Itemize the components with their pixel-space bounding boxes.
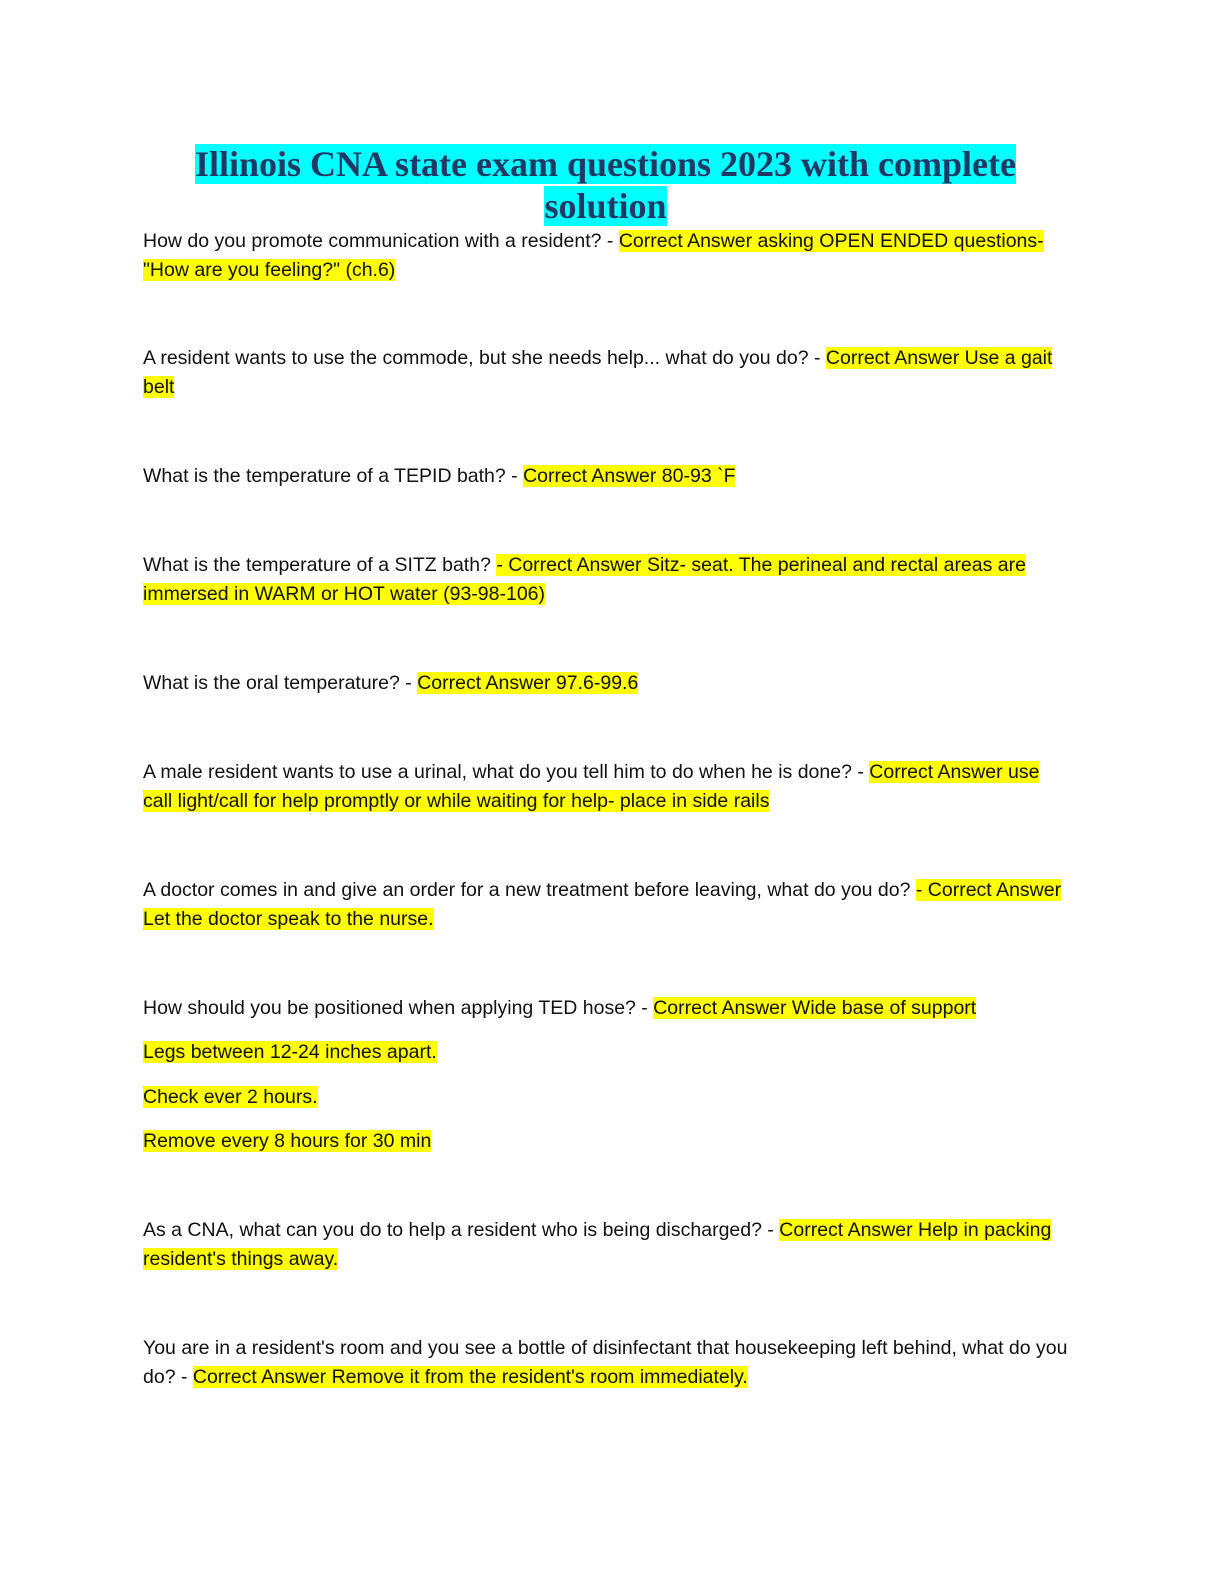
qa-item-8 bbox=[143, 994, 1068, 1023]
answer-text: Remove every 8 hours for 30 min bbox=[143, 1130, 432, 1152]
answer-text: - Correct Answer Sitz- seat. The perineal and rectal areas are immersed in WARM or HOT water (93-98-106) bbox=[143, 554, 1026, 605]
question-text: What is the oral temperature? - bbox=[143, 672, 418, 694]
answer-text: - Correct Answer Let the doctor speak to the nurse. bbox=[143, 879, 1062, 930]
answer-line bbox=[143, 1083, 318, 1112]
answer-text: Correct Answer Wide base of support bbox=[653, 997, 977, 1019]
qa-item-9 bbox=[143, 1216, 1068, 1274]
qa-item-5 bbox=[143, 669, 1068, 698]
question-text: How should you be positioned when applying TED hose? - bbox=[143, 997, 654, 1019]
question-text: What is the temperature of a SITZ bath? bbox=[143, 554, 497, 576]
answer-text: Correct Answer use call light/call for help promptly or while waiting for help- place in side rails bbox=[143, 761, 1040, 812]
answer-text: Correct Answer asking OPEN ENDED questions- "How are you feeling?" (ch.6) bbox=[143, 230, 1044, 281]
question-text: You are in a resident's room and you see a bottle of disinfectant that housekeeping left behind, what do you do? - bbox=[143, 1337, 1068, 1388]
question-text: A male resident wants to use a urinal, what do you tell him to do when he is done? - bbox=[143, 761, 870, 783]
question-text: How do you promote communication with a resident? - bbox=[143, 230, 619, 252]
answer-text: Check ever 2 hours. bbox=[143, 1086, 318, 1108]
question-text: A doctor comes in and give an order for a new treatment before leaving, what do you do? bbox=[143, 879, 916, 901]
document-title bbox=[143, 143, 1068, 227]
answer-text: Correct Answer Use a gait belt bbox=[143, 347, 1053, 398]
answer-line bbox=[143, 1127, 431, 1156]
question-text: What is the temperature of a TEPID bath? - bbox=[143, 465, 524, 487]
answer-line bbox=[143, 1038, 437, 1067]
qa-item-2 bbox=[143, 344, 1068, 402]
answer-text: Correct Answer 80-93 `F bbox=[523, 465, 736, 487]
qa-item-1 bbox=[143, 227, 1068, 285]
qa-item-10 bbox=[143, 1334, 1068, 1392]
qa-item-4 bbox=[143, 551, 1068, 609]
title-highlight: Illinois CNA state exam questions 2023 with complete solution bbox=[195, 144, 1016, 226]
answer-text: Correct Answer 97.6-99.6 bbox=[417, 672, 639, 694]
qa-item-7 bbox=[143, 876, 1068, 934]
answer-text: Correct Answer Help in packing resident's things away. bbox=[143, 1219, 1052, 1270]
answer-text: Correct Answer Remove it from the resident's room immediately. bbox=[192, 1366, 748, 1388]
qa-item-6 bbox=[143, 758, 1068, 816]
question-text: As a CNA, what can you do to help a resident who is being discharged? - bbox=[143, 1219, 780, 1241]
question-text: A resident wants to use the commode, but she needs help... what do you do? - bbox=[143, 347, 826, 369]
answer-text: Legs between 12-24 inches apart. bbox=[143, 1041, 437, 1063]
qa-item-3 bbox=[143, 462, 1068, 491]
